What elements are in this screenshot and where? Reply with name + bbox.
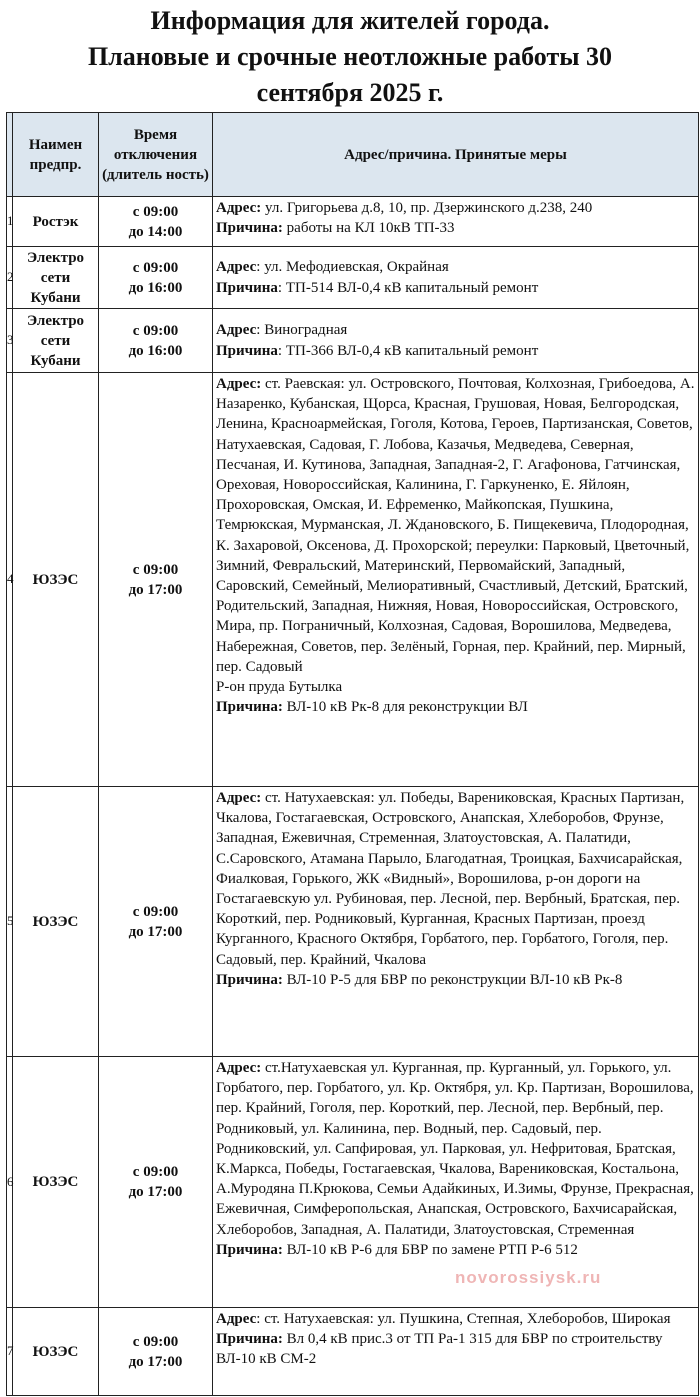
- organization-cell: Ростэк: [13, 197, 99, 247]
- time-cell: [99, 247, 213, 309]
- time-from: с 09:00: [132, 561, 179, 578]
- organization-cell: Электро сети Кубани: [13, 247, 99, 309]
- header-outage-time: Время отключения (длитель ность): [99, 113, 213, 197]
- reason-text: ТП-514 ВЛ-0,4 кВ капитальный ремонт: [285, 279, 539, 296]
- title-line-2: Плановые и срочные неотложные работы 30: [87, 42, 613, 71]
- address-label: Адрес: [216, 259, 257, 276]
- time-to: до 16:00: [128, 279, 183, 296]
- address-reason-cell: Адрес: ст.Натухаевская ул. Курганная, пр. Курганный, ул. Горького, ул. Горбатого, пер. Горбатого, ул. Кр. Октября, ул. Кр. Партизан, Ворошилова, пер. Крайний, Гоголя, пер. Короткий, пер. Лесной, пер. Вербный, пер. Родниковый, ул. Калинина, пер. Водный, пер. Садовый, пер. Родниковский, ул. Сапфировая, ул. Парковая, ул. Нефритовая, Братская, К.Маркса, Победы, Гостагаевская, Чкалова, Варениковская, Костальона, А.Муродяна П.Крюкова, Семьи Адайкиных, И.Зимы, Фрунзе, Прекрасная, Ежевичная, Симферопольская, Анапская, Островского, Бахчисарайская, Хлеборобов, Западная, А. Палатиди, Златоустовская, Стременная Причина: ВЛ-10 кВ Р-6 для БВР по замене РТП Р-6 512: [213, 1057, 699, 1308]
- address-label: Адрес: [216, 1060, 257, 1076]
- page-title: [0, 0, 700, 108]
- row-number: 6: [7, 1057, 13, 1308]
- reason-label: Причина: [216, 1241, 278, 1258]
- address-text: ул. Мефодиевская, Окрайная: [264, 259, 449, 276]
- reason-label: Причина: [216, 220, 278, 237]
- time-from: с 09:00: [132, 322, 179, 339]
- organization-cell: ЮЗЭС: [13, 1057, 99, 1308]
- time-to: до 17:00: [128, 923, 183, 940]
- time-cell: [99, 787, 213, 1057]
- reason-text: Вл 0,4 кВ прис.3 от ТП Ра-1 315 для БВР по строительству ВЛ-10 кВ СМ-2: [216, 1331, 663, 1368]
- header-organization: Наимен предпр.: [13, 113, 99, 197]
- address-label: Адрес: [216, 790, 257, 806]
- address-text: Виноградная: [264, 322, 348, 339]
- time-cell: [99, 309, 213, 373]
- time-cell: [99, 373, 213, 787]
- time-to: до 17:00: [128, 1353, 183, 1370]
- title-line-3: сентября 2025 г.: [256, 78, 444, 107]
- reason-text: ВЛ-10 кВ Р-6 для БВР по замене РТП Р-6 512: [286, 1241, 578, 1258]
- reason-text: ВЛ-10 кВ Рк-8 для реконструкции ВЛ: [286, 699, 528, 716]
- reason-label: Причина: [216, 279, 278, 296]
- header-address-reason: Адрес/причина. Принятые меры: [213, 113, 699, 197]
- row-number: 5: [7, 787, 13, 1057]
- address-text: ст. Натухаевская: ул. Победы, Варениковская, Красных Партизан, Чкалова, Гостагаевская, Островского, Анапская, Хлеборобов, Фрунзе, Западная, Ежевичная, Стременная, Златоустовская, А. Палатиди, С.Саровского, Атамана Парыло, Благодатная, Троицкая, Бахчисарайская, Фиалковая, Горького, ЖК «Видный», Ворошилова, р-он дороги на Гостагаевскую ул. Рубиновая, пер. Лесной, пер. Вербный, Братская, пер. Короткий, пер. Родниковый, Курганная, Красных Партизан, проезд Курганного, Красного Октября, Горбатого, пер. Горбатого, Гоголя, пер. Садовый, пер. Крайний, Чкалова: [216, 790, 685, 968]
- row-number: 7: [7, 1308, 13, 1396]
- reason-label: Причина: [216, 342, 278, 359]
- address-reason-cell: Адрес: ст. Натухаевская: ул. Победы, Варениковская, Красных Партизан, Чкалова, Гостагаевская, Островского, Анапская, Хлеборобов, Фрунзе, Западная, Ежевичная, Стременная, Златоустовская, А. Палатиди, С.Саровского, Атамана Парыло, Благодатная, Троицкая, Бахчисарайская, Фиалковая, Горького, ЖК «Видный», Ворошилова, р-он дороги на Гостагаевскую ул. Рубиновая, пер. Лесной, пер. Вербный, Братская, пер. Короткий, пер. Родниковый, Курганная, Красных Партизан, проезд Курганного, Красного Октября, Горбатого, пер. Горбатого, Гоголя, пер. Садовый, пер. Крайний, Чкалова Причина: ВЛ-10 Р-5 для БВР по реконструкции ВЛ-10 кВ Рк-8: [213, 787, 699, 1057]
- organization-cell: ЮЗЭС: [13, 1308, 99, 1396]
- reason-label: Причина: [216, 971, 278, 988]
- address-reason-cell: Адрес: Виноградная Причина: ТП-366 ВЛ-0,4 кВ капитальный ремонт: [213, 309, 699, 373]
- table-row: [7, 787, 699, 1057]
- title-line-1: Информация для жителей города.: [150, 6, 550, 35]
- address-label: Адрес: [216, 200, 257, 216]
- row-number: 4: [7, 373, 13, 787]
- row-number: 3: [7, 309, 13, 373]
- reason-text: ТП-366 ВЛ-0,4 кВ капитальный ремонт: [285, 342, 539, 359]
- table-row: [7, 1308, 699, 1396]
- time-from: с 09:00: [132, 903, 179, 920]
- watermark-text: novorossiysk.ru: [455, 1268, 602, 1287]
- time-from: с 09:00: [132, 1333, 179, 1350]
- table-row: [7, 247, 699, 309]
- table-row: [7, 373, 699, 787]
- address-text: ст. Раевская: ул. Островского, Почтовая, Колхозная, Грибоедова, А. Назаренко, Кубанская, Щорса, Красная, Грушовая, Новая, Белгородская, Ленина, Красноармейская, Гоголя, Котова, Героев, Партизанская, Советов, Натухаевская, Садовая, Г. Лобова, Казачья, Медведева, Северная, Песчаная, И. Кутинова, Западная, Западная-2, Г. Агафонова, Гатчинская, Ореховая, Новороссийская, Калинина, Г. Гаркуненко, Е. Яйлоян, Прохоровская, Омская, И. Ефременко, Майкопская, Пушкина, Темрюкская, Мурманская, Л. Ждановского, Б. Пищекевича, Плодородная, К. Захаровой, Оксенова, Д. Прохорской; переулки: Парковый, Цветочный, Зимний, Февральский, Материнский, Первомайский, Западный, Саровский, Семейный, Мелиоративный, Счастливый, Детский, Братский, Родительский, Западная, Нижняя, Новая, Новороссийская, Островского, Мира, пр. Пограничный, Колхозная, Садовая, Ворошилова, Медведева, Набережная, Советов, пер. Зелёный, Горная, пер. Крайний, пер. Мирный, пер. Садовый: [216, 376, 695, 675]
- reason-label: Причина: [216, 1331, 278, 1348]
- organization-cell: ЮЗЭС: [13, 373, 99, 787]
- time-to: до 14:00: [128, 223, 183, 240]
- reason-label: Причина: [216, 699, 278, 716]
- time-from: с 09:00: [132, 203, 179, 220]
- address-label: Адрес: [216, 1311, 257, 1327]
- time-cell: [99, 197, 213, 247]
- address-extra: Р-он пруда Бутылка: [216, 679, 343, 696]
- time-cell: [99, 1057, 213, 1308]
- table-header-row: [7, 113, 699, 197]
- address-reason-cell: Адрес: ул. Григорьева д.8, 10, пр. Дзержинского д.238, 240 Причина: работы на КЛ 10кВ ТП-33: [213, 197, 699, 247]
- organization-cell: ЮЗЭС: [13, 787, 99, 1057]
- reason-text: ВЛ-10 Р-5 для БВР по реконструкции ВЛ-10 кВ Рк-8: [286, 971, 623, 988]
- address-reason-cell: Адрес: ст. Раевская: ул. Островского, Почтовая, Колхозная, Грибоедова, А. Назаренко, Кубанская, Щорса, Красная, Грушовая, Новая, Белгородская, Ленина, Красноармейская, Гоголя, Котова, Героев, Партизанская, Советов, Натухаевская, Садовая, Г. Лобова, Казачья, Медведева, Северная, Песчаная, И. Кутинова, Западная, Западная-2, Г. Агафонова, Гатчинская, Ореховая, Новороссийская, Калинина, Г. Гаркуненко, Е. Яйлоян, Прохоровская, Омская, И. Ефременко, Майкопская, Пушкина, Темрюкская, Мурманская, Л. Ждановского, Б. Пищекевича, Плодородная, К. Захаровой, Оксенова, Д. Прохорской; переулки: Парковый, Цветочный, Зимний, Февральский, Материнский, Первомайский, Западный, Саровский, Семейный, Мелиоративный, Счастливый, Детский, Братский, Родительский, Западная, Нижняя, Новая, Новороссийская, Островского, Мира, пр. Пограничный, Колхозная, Садовая, Ворошилова, Медведева, Набережная, Советов, пер. Зелёный, Горная, пер. Крайний, пер. Мирный, пер. Садовый Р-он пруда Бутылка Причина: ВЛ-10 кВ Рк-8 для реконструкции ВЛ: [213, 373, 699, 787]
- time-to: до 17:00: [128, 581, 183, 598]
- table-row: [7, 309, 699, 373]
- time-from: с 09:00: [132, 259, 179, 276]
- address-label: Адрес: [216, 322, 257, 339]
- time-to: до 17:00: [128, 1184, 183, 1200]
- address-text: ст. Натухаевская: ул. Пушкина, Степная, Хлеборобов, Широкая: [264, 1311, 671, 1327]
- reason-text: работы на КЛ 10кВ ТП-33: [286, 220, 455, 237]
- time-cell: [99, 1308, 213, 1396]
- address-text: ул. Григорьева д.8, 10, пр. Дзержинского д.238, 240: [265, 200, 593, 216]
- address-label: Адрес: [216, 376, 257, 392]
- address-text: ст.Натухаевская ул. Курганная, пр. Курганный, ул. Горького, ул. Горбатого, пер. Горбатого, ул. Кр. Октября, ул. Кр. Партизан, Ворошилова, пер. Крайний, Гоголя, пер. Короткий, пер. Лесной, пер. Вербный, пер. Родниковый, ул. Калинина, пер. Водный, пер. Садовый, пер. Родниковский, ул. Сапфировая, ул. Парковая, ул. Нефритовая, Братская, К.Маркса, Победы, Гостагаевская, Чкалова, Варениковская, Костальона, А.Муродяна П.Крюкова, Семьи Адайкиных, И.Зимы, Фрунзе, Прекрасная, Ежевичная, Симферопольская, Анапская, Островского, Бахчисарайская, Хлеборобов, Западная, А. Палатиди, Златоустовская, Стременная: [216, 1060, 694, 1238]
- row-number: 2: [7, 247, 13, 309]
- address-reason-cell: Адрес: ст. Натухаевская: ул. Пушкина, Степная, Хлеборобов, Широкая Причина: Вл 0,4 кВ прис.3 от ТП Ра-1 315 для БВР по строительству ВЛ-10 кВ СМ-2: [213, 1308, 699, 1396]
- time-from: с 09:00: [132, 1164, 179, 1180]
- table-row: [7, 197, 699, 247]
- time-to: до 16:00: [128, 342, 183, 359]
- organization-cell: Электро сети Кубани: [13, 309, 99, 373]
- outage-table: [6, 112, 699, 1396]
- row-number: 1: [7, 197, 13, 247]
- address-reason-cell: Адрес: ул. Мефодиевская, Окрайная Причина: ТП-514 ВЛ-0,4 кВ капитальный ремонт: [213, 247, 699, 309]
